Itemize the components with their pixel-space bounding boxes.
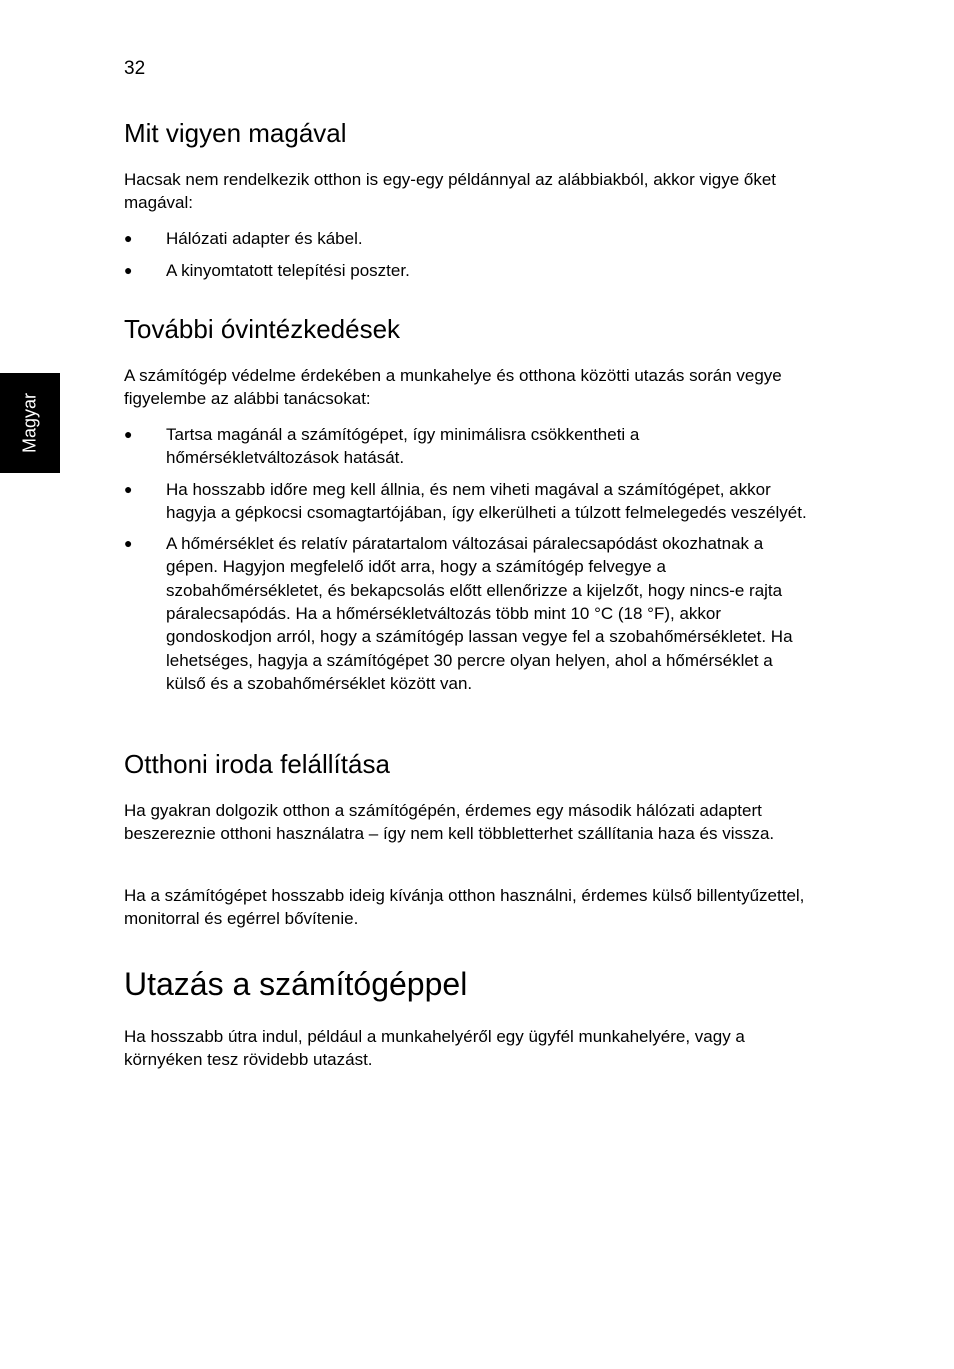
language-side-tab	[0, 373, 60, 473]
section3-paragraph: Ha gyakran dolgozik otthon a számítógépén, érdemes egy második hálózati adaptert beszereznie otthoni használatra – így nem kell többletterhet szállítania haza és vissza.	[124, 801, 775, 844]
section-heading-what-to-bring: Mit vigyen magával	[124, 118, 347, 148]
list-item-text: Tartsa magánál a számítógépet, így minimálisra csökkentheti a hőmérsékletváltozások hatását.	[166, 425, 640, 468]
list-item	[124, 227, 814, 250]
bullet-icon: ●	[124, 480, 133, 497]
section-heading-home-office: Otthoni iroda felállítása	[124, 749, 390, 779]
bullet-icon: ●	[124, 426, 133, 442]
bullet-icon: ●	[124, 535, 133, 552]
bullet-icon: ●	[124, 262, 133, 279]
side-tab-label: Magyar	[19, 392, 40, 454]
section2-list	[124, 423, 814, 695]
page-number: 32	[124, 58, 146, 79]
list-item	[124, 423, 814, 470]
section1-list	[124, 227, 814, 283]
list-item	[124, 259, 814, 282]
list-item	[124, 478, 814, 525]
list-item-text: Ha hosszabb időre meg kell állnia, és nem viheti magával a számítógépet, akkor hagyja a gépkocsi csomagtartójában, így elkerülheti a túlzott felmelegedés veszélyét.	[166, 479, 807, 522]
bullet-icon: ●	[124, 230, 133, 246]
section3-paragraph: Ha a számítógépet hosszabb ideig kívánja otthon használni, érdemes külső billentyűzettel, monitorral és egérrel bővítenie.	[124, 886, 805, 929]
section-heading-travel: Utazás a számítógéppel	[124, 966, 468, 1002]
list-item-text: Hálózati adapter és kábel.	[166, 229, 363, 248]
list-item	[124, 532, 814, 695]
section1-intro: Hacsak nem rendelkezik otthon is egy-egy példánnyal az alábbiakból, akkor vigye őket magával:	[124, 170, 777, 213]
section2-intro: A számítógép védelme érdekében a munkahelye és otthona közötti utazás során vegye figyelembe az alábbi tanácsokat:	[124, 366, 782, 409]
section-heading-precautions: További óvintézkedések	[124, 314, 401, 344]
list-item-text: A kinyomtatott telepítési poszter.	[166, 261, 410, 281]
list-item-text: A hőmérséklet és relatív páratartalom változásai páralecsapódást okozhatnak a gépen. Hagyjon megfelelő időt arra, hogy a számítógép felvegye a szobahőmérsékletet, és bekapcsolás előtt ellenőrizze a kijelzőt, hogy nincs-e rajta páralecsapódás. Ha a hőmérsékletváltozás több mint 10 °C (18 °F), akkor gondoskodjon arról, hogy a számítógép lassan vegye fel a szobahőmérsékletet. Ha lehetséges, hagyja a számítógépet 30 percre olyan helyen, ahol a hőmérséklet a külső és a szobahőmérséklet között van.	[166, 534, 793, 693]
section4-paragraph: Ha hosszabb útra indul, például a munkahelyéről egy ügyfél munkahelyére, vagy a környéken tesz rövidebb utazást.	[124, 1027, 745, 1070]
